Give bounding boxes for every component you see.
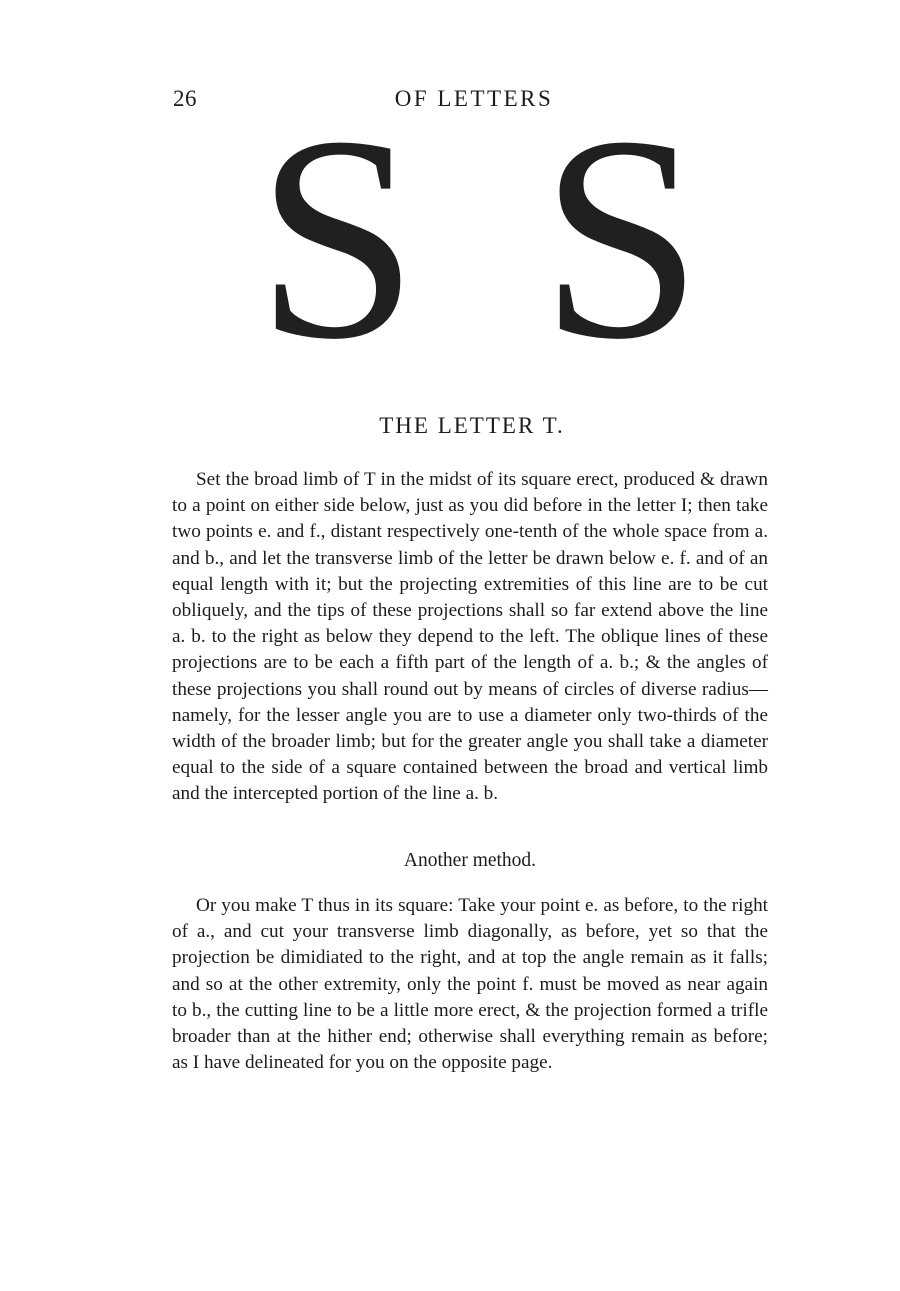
display-letter-s-first: S — [256, 77, 419, 400]
paragraph-text: Or you make T thus in its square: Take your point e. as before, to the right of a., and cut your transverse limb diagonally, as before, yet so that the projection be dimidiated to the right, and at top the angle remain as it falls; and so at the other extremity, only the point f. must be moved as near again to b., the cutting line to be a little more erect, & the projection formed a trifle broader than at the hither end; otherwise shall everything remain as before; as I have delineated for you on the opposite page. — [172, 895, 768, 1074]
running-head: OF LETTERS — [394, 86, 554, 111]
paragraph-text: Set the broad limb of T in the midst of its square erect, produced & drawn to a point on either side below, just as you did before in the letter I; then take two points e. and f., distant respectively one-tenth of the whole space from a. and b., and let the transverse limb of the letter be drawn below e. f. and of an equal length with it; but the projecting extremities of this line are to be cut obliquely, and the tips of these projections shall so far extend above the line a. b. to the right as below they depend to the left. The oblique lines of these projections are to be each a fifth part of the length of a. b.; & the angles of these projections you shall round out by means of circles of diverse radius—namely, for the lesser angle you are to use a diameter only two-thirds of the width of the broader limb; but for the greater angle you shall take a diameter equal to the side of a square contained between the broad and vertical limb and the intercepted portion of the line a. b. — [172, 469, 768, 805]
paragraph-letter-t — [172, 467, 768, 808]
section-title: THE LETTER T. — [379, 413, 565, 438]
paragraph-another-method — [172, 893, 768, 1076]
display-letter-s-second: S — [540, 77, 703, 400]
page-number: 26 — [173, 86, 197, 111]
subheading-another-method: Another method. — [403, 850, 537, 871]
